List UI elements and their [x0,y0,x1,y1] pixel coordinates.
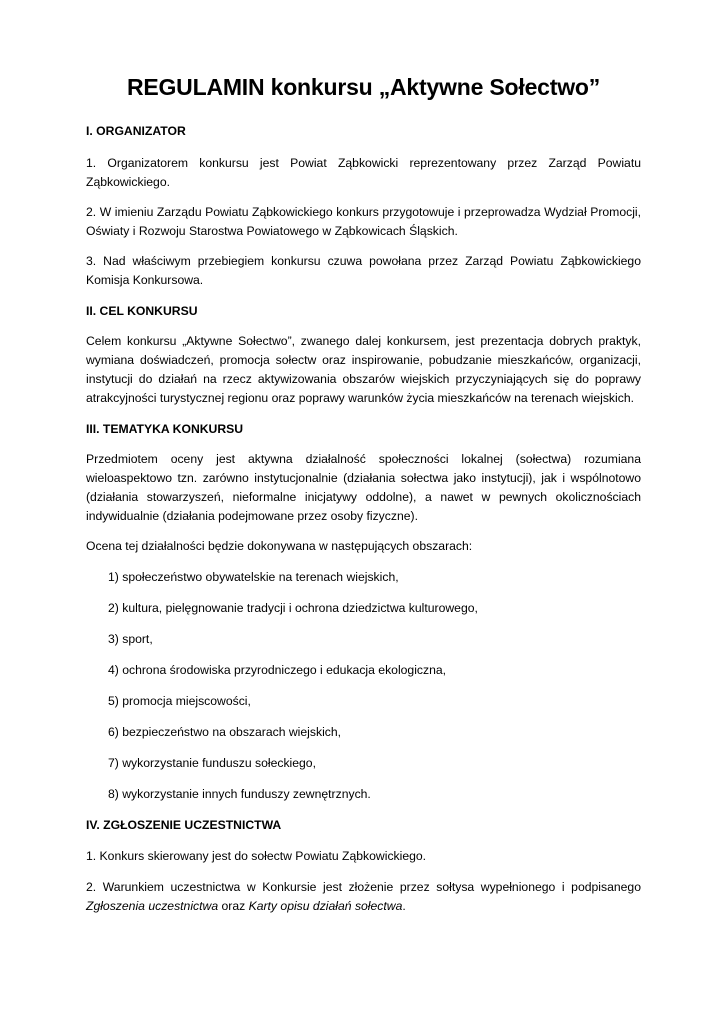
list-item: 7) wykorzystanie funduszu sołeckiego, [108,756,316,770]
zgloszenie-p2-text-end: . [402,899,406,913]
zgloszenie-paragraph-1: 1. Konkurs skierowany jest do sołectw Powiatu Ząbkowickiego. [86,849,427,863]
section-heading-organizator: I. ORGANIZATOR [86,124,186,138]
organizator-paragraph-1: 1. Organizatorem konkursu jest Powiat Ząbkowicki reprezentowany przez Zarząd Powiatu Ząbkowickiego. [86,156,641,189]
zgloszenie-p2-text-start: 2. Warunkiem uczestnictwa w Konkursie jest złożenie przez sołtysa wypełnionego i podpisanego [86,880,641,894]
list-item: 5) promocja miejscowości, [108,694,251,708]
list-item: 4) ochrona środowiska przyrodniczego i edukacja ekologiczna, [108,663,447,677]
zgloszenie-paragraph-2 [86,878,641,916]
list-item: 6) bezpieczeństwo na obszarach wiejskich, [108,725,342,739]
list-item: 2) kultura, pielęgnowanie tradycji i ochrona dziedzictwa kulturowego, [108,601,478,615]
document-title: REGULAMIN konkursu „Aktywne Sołectwo” [126,74,601,100]
section-heading-cel: II. CEL KONKURSU [86,304,198,318]
list-item: 1) społeczeństwo obywatelskie na terenach wiejskich, [108,570,399,584]
zgloszenie-p2-text-mid: oraz [218,899,249,913]
organizator-paragraph-2: 2. W imieniu Zarządu Powiatu Ząbkowickiego konkurs przygotowuje i przeprowadza Wydział Promocji, Oświaty i Rozwoju Starostwa Powiatowego w Ząbkowicach Śląskich. [86,205,641,238]
cel-paragraph-1: Celem konkursu „Aktywne Sołectwo”, zwanego dalej konkursem, jest prezentacja dobrych praktyk, wymiana doświadczeń, promocja sołectw oraz inspirowanie, pobudzanie mieszkańców, organizacji, instytucji do działań na rzecz aktywizowania obszarów wiejskich przyczyniających się do poprawy atrakcyjności turystycznej regionu oraz poprawy warunków życia mieszkańców na terenach wiejskich. [86,334,641,405]
tematyka-paragraph-2: Ocena tej działalności będzie dokonywana w następujących obszarach: [86,539,473,553]
tematyka-paragraph-1: Przedmiotem oceny jest aktywna działalność społeczności lokalnej (sołectwa) rozumiana wieloaspektowo tzn. zarówno instytucjonalnie (działania sołectwa jako instytucji), jak i wspólnotowo (działania stowarzyszeń, nieformalne inicjatywy oddolne), a nawet w pewnych okolicznościach indywidualnie (działania podejmowane przez osoby fizyczne). [86,452,641,523]
list-item: 8) wykorzystanie innych funduszy zewnętrznych. [108,787,371,801]
section-heading-tematyka: III. TEMATYKA KONKURSU [86,422,244,436]
karta-opisu-name: Karty opisu działań sołectwa [248,899,403,913]
organizator-paragraph-3: 3. Nad właściwym przebiegiem konkursu czuwa powołana przez Zarząd Powiatu Ząbkowickiego Komisja Konkursowa. [86,254,641,287]
list-item: 3) sport, [108,632,153,646]
section-heading-zgloszenie: IV. ZGŁOSZENIE UCZESTNICTWA [86,818,282,832]
zgloszenie-form-name: Zgłoszenia uczestnictwa [86,899,219,913]
